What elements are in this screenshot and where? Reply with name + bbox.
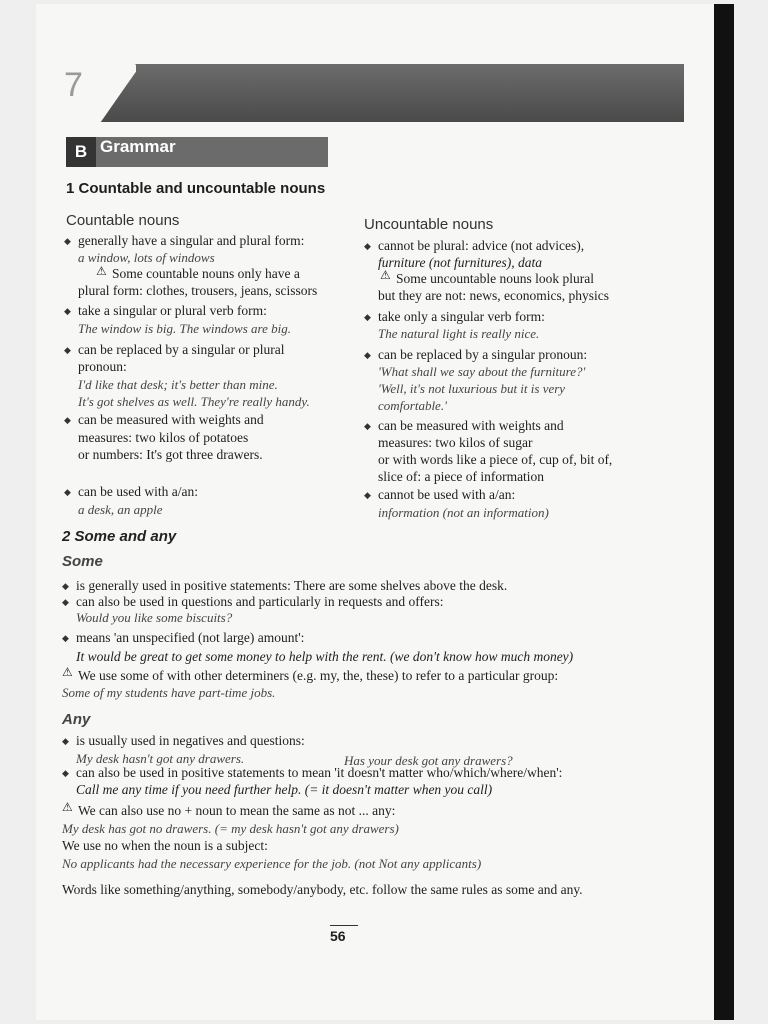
page-number-rule — [330, 925, 358, 926]
bullet-icon: ◆ — [62, 597, 69, 607]
countable-heading: Countable nouns — [66, 212, 180, 229]
countable-example: I'd like that desk; it's better than mine. — [78, 377, 278, 392]
footer-rule: Words like something/anything, somebody/anybody, etc. follow the same rules as some and any. — [62, 882, 583, 897]
some-line: means 'an unspecified (not large) amount': — [76, 630, 305, 645]
bullet-icon: ◆ — [64, 345, 71, 355]
warning-icon: ⚠ — [62, 665, 73, 679]
uncountable-example: information (not an information) — [378, 505, 549, 520]
bullet-icon: ◆ — [62, 633, 69, 643]
bullet-icon: ◆ — [62, 581, 69, 591]
countable-line: can be replaced by a singular or plural — [78, 342, 285, 357]
countable-line: generally have a singular and plural form: — [78, 233, 305, 248]
some-line: is generally used in positive statements: There are some shelves above the desk. — [76, 578, 508, 593]
uncountable-line: cannot be plural: advice (not advices), — [378, 238, 585, 253]
uncountable-line: or with words like a piece of, cup of, bit of, — [378, 452, 613, 467]
bullet-icon: ◆ — [64, 415, 71, 425]
countable-line: pronoun: — [78, 359, 127, 374]
uncountable-line: but they are not: news, economics, physics — [378, 288, 609, 303]
countable-line: or numbers: It's got three drawers. — [78, 447, 263, 462]
some-line: can also be used in questions and particularly in requests and offers: — [76, 594, 444, 609]
some-example: Would you like some biscuits? — [76, 610, 233, 625]
uncountable-line: cannot be used with a/an: — [378, 487, 516, 502]
any-line: We can also use no + noun to mean the same as not ... any: — [78, 803, 396, 818]
bullet-icon: ◆ — [364, 421, 371, 431]
any-example: Has your desk got any drawers? — [344, 753, 513, 768]
any-example: Call me any time if you need further help. (= it doesn't matter when you call) — [76, 782, 493, 797]
page-number: 56 — [330, 928, 346, 944]
uncountable-example: 'Well, it's not luxurious but it is very — [378, 381, 566, 396]
section-1-heading: 1 Countable and uncountable nouns — [66, 180, 326, 197]
any-example: My desk hasn't got any drawers. — [76, 751, 245, 766]
bullet-icon: ◆ — [62, 768, 69, 778]
uncountable-line: can be replaced by a singular pronoun: — [378, 347, 588, 362]
uncountable-example: The natural light is really nice. — [378, 326, 540, 341]
section-letter: B — [66, 137, 96, 167]
countable-example: a window, lots of windows — [78, 250, 215, 265]
countable-line: take a singular or plural verb form: — [78, 303, 267, 318]
bullet-icon: ◆ — [364, 350, 371, 360]
some-line: We use some of with other determiners (e.g. my, the, these) to refer to a particular group: — [78, 668, 559, 683]
countable-line: measures: two kilos of potatoes — [78, 430, 249, 445]
countable-example: It's got shelves as well. They're really handy. — [78, 394, 310, 409]
bullet-icon: ◆ — [64, 487, 71, 497]
section-2-heading: 2 Some and any — [62, 528, 177, 545]
any-example: No applicants had the necessary experience for the job. (not Not any applicants) — [62, 856, 482, 871]
some-example: Some of my students have part-time jobs. — [62, 685, 276, 700]
countable-line: Some countable nouns only have a — [112, 266, 300, 281]
uncountable-example: comfortable.' — [378, 398, 447, 413]
scan-edge — [714, 4, 734, 1020]
bullet-icon: ◆ — [364, 490, 371, 500]
section-title: Grammar — [100, 137, 176, 156]
countable-line: can be used with a/an: — [78, 484, 198, 499]
countable-example: a desk, an apple — [78, 502, 163, 517]
some-heading: Some — [62, 553, 103, 570]
uncountable-line: can be measured with weights and — [378, 418, 564, 433]
countable-line: can be measured with weights and — [78, 412, 264, 427]
uncountable-line: Some uncountable nouns look plural — [396, 271, 594, 286]
any-example: My desk has got no drawers. (= my desk hasn't got any drawers) — [62, 821, 399, 836]
unit-number: 7 — [64, 66, 83, 104]
bullet-icon: ◆ — [62, 736, 69, 746]
bullet-icon: ◆ — [364, 241, 371, 251]
any-line: can also be used in positive statements to mean 'it doesn't matter who/which/where/when': — [76, 765, 563, 780]
any-line: We use no when the noun is a subject: — [62, 838, 268, 853]
uncountable-line: furniture (not furnitures), data — [378, 255, 542, 270]
uncountable-heading: Uncountable nouns — [364, 216, 494, 233]
any-heading: Any — [62, 711, 91, 728]
bullet-icon: ◆ — [64, 236, 71, 246]
warning-icon: ⚠ — [380, 268, 391, 282]
any-line: is usually used in negatives and questions: — [76, 733, 305, 748]
some-example: It would be great to get some money to help with the rent. (we don't know how much money) — [76, 649, 574, 664]
countable-example: The window is big. The windows are big. — [78, 321, 291, 336]
uncountable-line: measures: two kilos of sugar — [378, 435, 533, 450]
uncountable-example: 'What shall we say about the furniture?' — [378, 364, 586, 379]
uncountable-line: take only a singular verb form: — [378, 309, 545, 324]
warning-icon: ⚠ — [62, 800, 73, 814]
uncountable-line: slice of: a piece of information — [378, 469, 545, 484]
warning-icon: ⚠ — [96, 264, 107, 278]
bullet-icon: ◆ — [64, 306, 71, 316]
bullet-icon: ◆ — [364, 312, 371, 322]
countable-line: plural form: clothes, trousers, jeans, scissors — [78, 283, 318, 298]
